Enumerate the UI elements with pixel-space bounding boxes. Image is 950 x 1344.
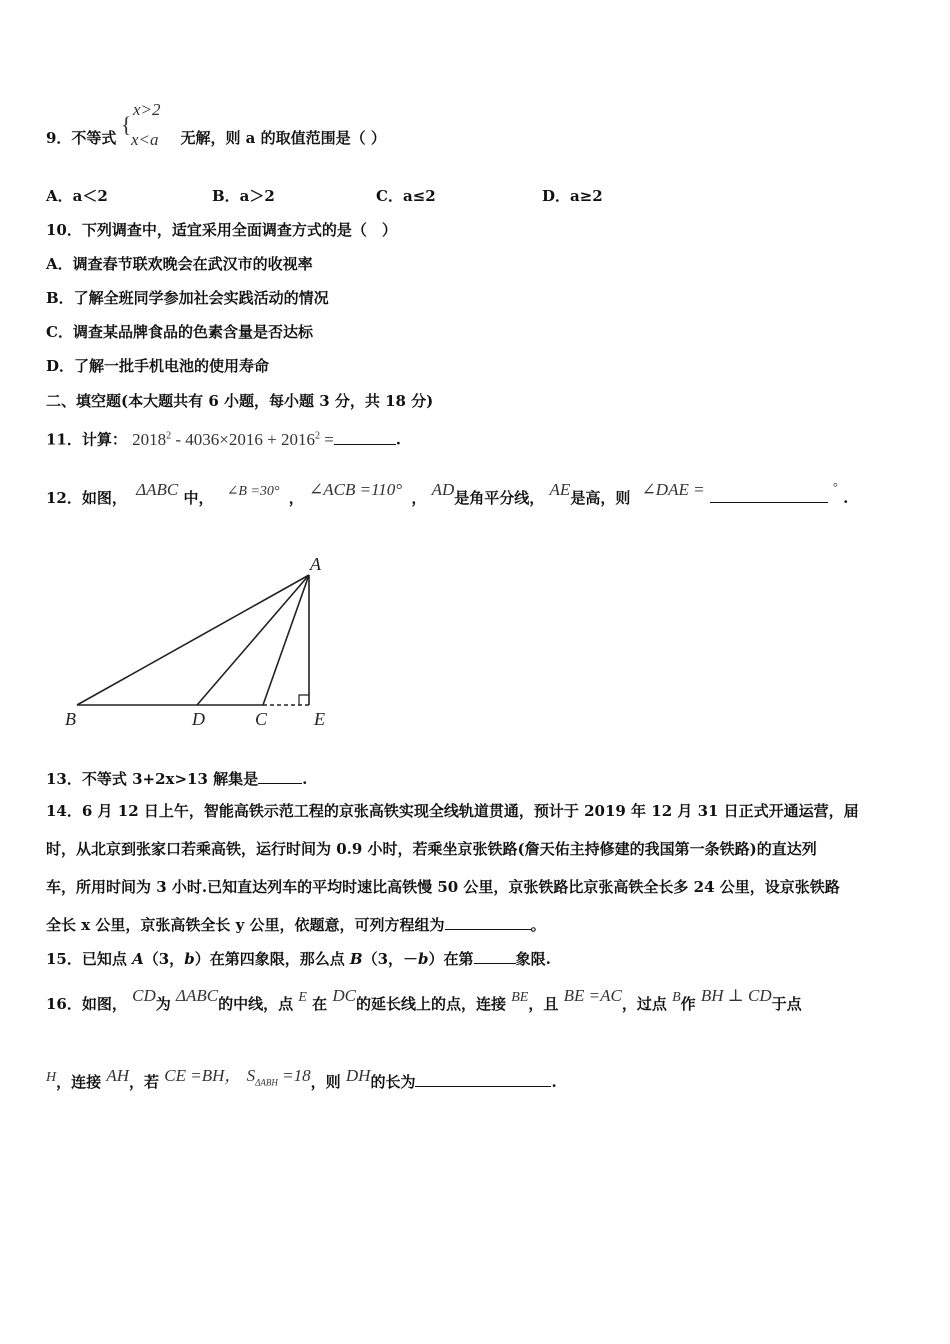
- right-angle-mark: [299, 695, 309, 705]
- q10-option-a: A．调查春节联欢晚会在武汉市的收视率: [46, 255, 313, 273]
- q16-length-text: 的长为: [370, 1073, 416, 1091]
- q12-triangle: ΔABC: [136, 480, 179, 499]
- q12-prefix: 12．如图，: [46, 489, 127, 507]
- q13-line: [46, 767, 307, 789]
- segment-ab: [77, 575, 309, 705]
- q16-wei: 为: [155, 995, 171, 1013]
- q12-comma-2: ，: [411, 489, 427, 507]
- q16-dc: DC: [332, 986, 356, 1005]
- q15-text-e: ）在第: [428, 950, 474, 968]
- q16-bh-perp-cd: BH ⊥ CD: [700, 986, 772, 1005]
- label-b: B: [65, 709, 76, 729]
- q14-line-4-text: 全长 x 公里，京张高铁全长 y 公里，依题意，可列方程组为: [46, 916, 445, 934]
- q13-text: 13．不等式 3+2x>13 解集是: [46, 770, 259, 788]
- q15-text-b: （3，: [143, 950, 185, 968]
- q16-line-2: [46, 1066, 557, 1098]
- q11-prefix: 11．计算：: [46, 430, 127, 449]
- q16-midline-text: 的中线，点: [218, 995, 294, 1013]
- label-a: A: [310, 554, 321, 574]
- q12-comma: ，: [288, 489, 304, 507]
- q16-be-eq-ac: BE =AC: [563, 986, 622, 1005]
- q15-line: [46, 947, 551, 969]
- q10-stem: 10．下列调查中，适宜采用全面调查方式的是（ ）: [46, 221, 397, 239]
- q14-line-2: 时，从北京到张家口若乘高铁，运行时间为 0.9 小时，若乘坐京张铁路(詹天佑主持修建的我国第一条铁路)的直达列: [46, 840, 817, 858]
- q9-system-top: x>2: [133, 100, 161, 119]
- q16-text-a: 16．如图，: [46, 995, 127, 1013]
- q16-zuo: 作: [680, 995, 696, 1013]
- q16-line-1: [46, 986, 802, 1016]
- q9-system-bottom: x<a: [131, 130, 159, 149]
- q12-ae: AE: [549, 480, 571, 499]
- q9-brace: {: [121, 112, 132, 137]
- q16-ruo: ，若: [129, 1073, 160, 1091]
- q11-answer-blank[interactable]: [334, 428, 396, 445]
- q10-option-c: C．调查某品牌食品的色素含量是否达标: [46, 323, 313, 341]
- q16-extension-text: 的延长线上的点，连接: [356, 995, 507, 1013]
- q16-ce-eq-bh: CE =BH，: [164, 1066, 242, 1085]
- triangle-diagram: [55, 548, 355, 738]
- q15-text-a: 15．已知点: [46, 950, 133, 968]
- q12-line: [46, 480, 849, 510]
- q16-point-h: H: [46, 1070, 57, 1085]
- triangle-figure: [55, 548, 355, 742]
- q16-cd: CD: [132, 986, 156, 1005]
- q12-end: .: [843, 489, 849, 507]
- q11-expression: $2018^2 - 4036\times 2016 + 2016^2$ =: [132, 429, 334, 449]
- segment-ac: [263, 575, 309, 705]
- q16-ah: AH: [106, 1066, 130, 1085]
- label-d: D: [192, 709, 205, 729]
- q16-point-e: E: [298, 990, 307, 1005]
- q14-end: 。: [530, 916, 546, 934]
- q16-answer-blank[interactable]: [415, 1070, 551, 1087]
- q16-area: $S_{\Delta ABH} =18$: [246, 1066, 311, 1088]
- q12-angle-acb: ∠ACB =110°: [309, 480, 403, 499]
- q10-option-d: D．了解一批手机电池的使用寿命: [46, 357, 270, 375]
- q15-text-f: 象限.: [515, 950, 551, 968]
- q16-zai: 在: [312, 995, 328, 1013]
- q16-dh: DH: [345, 1066, 371, 1085]
- q9-option-a: A．a＜2: [46, 187, 108, 205]
- q9-option-b: B．a＞2: [212, 187, 275, 205]
- q15-point-a: A: [132, 950, 144, 968]
- q9-option-d: D．a≥2: [542, 187, 603, 205]
- q15-answer-blank[interactable]: [474, 947, 516, 964]
- q12-degree: °: [833, 480, 838, 494]
- label-c: C: [255, 709, 268, 729]
- q9-option-c: C．a≤2: [376, 187, 436, 205]
- q16-yudian: 于点: [771, 995, 802, 1013]
- q10-option-b: B．了解全班同学参加社会实践活动的情况: [46, 289, 329, 307]
- q16-point-b: B: [672, 990, 681, 1005]
- q12-angle-b: ∠B =30°: [226, 484, 280, 499]
- q16-lianjie: ，连接: [56, 1073, 102, 1091]
- q9-line: [46, 128, 386, 148]
- section-2-heading: 二、填空题(本大题共有 6 小题，每小题 3 分，共 18 分): [46, 392, 434, 410]
- q12-height-text: 是高，则: [570, 489, 631, 507]
- q11-line: 11．计算： $2018^2 - 4036\times 2016 + 2016^2$ = .: [46, 429, 402, 449]
- q13-answer-blank[interactable]: [258, 767, 302, 784]
- q12-text-zhong: 中，: [183, 489, 214, 507]
- q14-line-4: [46, 913, 546, 935]
- q14-line-1: 14．6 月 12 日上午，智能高铁示范工程的京张高铁实现全线轨道贯通，预计于 2019 年 12 月 31 日正式开通运营，届: [46, 802, 859, 820]
- q16-guodian: ，过点: [621, 995, 667, 1013]
- q12-answer-blank[interactable]: [710, 486, 828, 503]
- q9-suffix: 无解，则 a 的取值范围是（ ）: [180, 129, 386, 147]
- segment-ad: [197, 575, 309, 705]
- q15-var-b-2: b: [418, 950, 429, 968]
- q16-end: .: [551, 1073, 557, 1091]
- q16-triangle: ΔABC: [175, 986, 219, 1005]
- label-e: E: [314, 709, 325, 729]
- q14-answer-blank[interactable]: [445, 913, 531, 930]
- q12-ad: AD: [431, 480, 455, 499]
- q15-text-c: ）在第四象限，那么点: [194, 950, 350, 968]
- q13-end: .: [302, 770, 308, 788]
- q16-be: BE: [511, 990, 529, 1005]
- q16-qie: ，且: [528, 995, 559, 1013]
- q14-line-3: 车，所用时间为 3 小时.已知直达列车的平均时速比高铁慢 50 公里，京张铁路比京张高铁全长多 24 公里，设京张铁路: [46, 878, 840, 896]
- q15-text-d: （3，－: [362, 950, 419, 968]
- q12-bisector-text: 是角平分线，: [454, 489, 545, 507]
- q9-prefix: 9．不等式: [46, 129, 117, 147]
- q12-angle-dae: ∠DAE =: [641, 480, 705, 499]
- q15-point-b: B: [349, 950, 363, 968]
- q15-var-b: b: [184, 950, 195, 968]
- q16-ze: ，则: [310, 1073, 341, 1091]
